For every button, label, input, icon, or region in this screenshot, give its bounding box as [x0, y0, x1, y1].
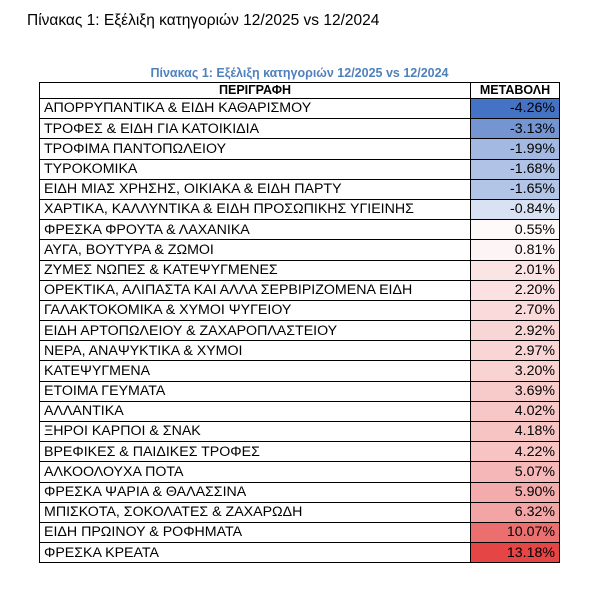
table-row: [40, 139, 560, 159]
change-value: 5.07%: [471, 462, 560, 482]
category-name: ΒΡΕΦΙΚΕΣ & ΠΑΙΔΙΚΕΣ ΤΡΟΦΕΣ: [40, 442, 471, 462]
category-name: ΑΥΓΑ, ΒΟΥΤΥΡΑ & ΖΩΜΟΙ: [40, 240, 471, 260]
change-value: 3.69%: [471, 381, 560, 401]
category-name: ΚΑΤΕΨΥΓΜΕΝΑ: [40, 361, 471, 381]
category-name: ΟΡΕΚΤΙΚΑ, ΑΛΙΠΑΣΤΑ ΚΑΙ ΑΛΛΑ ΣΕΡΒΙΡΙΖΟΜΕΝΑ ΕΙΔΗ: [40, 280, 471, 300]
category-name: ΜΠΙΣΚΟΤΑ, ΣΟΚΟΛΑΤΕΣ & ΖΑΧΑΡΩΔΗ: [40, 502, 471, 522]
category-name: ΝΕΡΑ, ΑΝΑΨΥΚΤΙΚΑ & ΧΥΜΟΙ: [40, 341, 471, 361]
table-row: [40, 422, 560, 442]
category-name: ΧΑΡΤΙΚΑ, ΚΑΛΛΥΝΤΙΚΑ & ΕΙΔΗ ΠΡΟΣΩΠΙΚΗΣ ΥΓΙΕΙΝΗΣ: [40, 199, 471, 219]
change-value: -1.68%: [471, 159, 560, 179]
change-value: 13.18%: [471, 543, 560, 563]
change-value: 4.22%: [471, 442, 560, 462]
column-header-change: ΜΕΤΑΒΟΛΗ: [471, 83, 560, 99]
category-name: ΕΤΟΙΜΑ ΓΕΥΜΑΤΑ: [40, 381, 471, 401]
table-row: [40, 99, 560, 119]
table-row: [40, 482, 560, 502]
category-name: ΦΡΕΣΚΑ ΚΡΕΑΤΑ: [40, 543, 471, 563]
category-name: ΑΠΟΡΡΥΠΑΝΤΙΚΑ & ΕΙΔΗ ΚΑΘΑΡΙΣΜΟΥ: [40, 99, 471, 119]
table-row: [40, 442, 560, 462]
change-value: 0.81%: [471, 240, 560, 260]
change-value: 4.02%: [471, 401, 560, 421]
table-row: [40, 522, 560, 542]
change-value: -3.13%: [471, 119, 560, 139]
table-row: [40, 543, 560, 563]
category-name: ΕΙΔΗ ΑΡΤΟΠΩΛΕΙΟΥ & ΖΑΧΑΡΟΠΛΑΣΤΕΙΟΥ: [40, 321, 471, 341]
category-name: ΖΥΜΕΣ ΝΩΠΕΣ & ΚΑΤΕΨΥΓΜΕΝΕΣ: [40, 260, 471, 280]
document-heading: Πίνακας 1: Εξέλιξη κατηγοριών 12/2025 vs 12/2024: [27, 12, 380, 29]
table-row: [40, 159, 560, 179]
table-row: [40, 462, 560, 482]
table-header-row: [40, 83, 560, 99]
table-row: [40, 321, 560, 341]
change-value: 2.20%: [471, 280, 560, 300]
change-value: -1.65%: [471, 179, 560, 199]
category-name: ΑΛΚΟΟΛΟΥΧΑ ΠΟΤΑ: [40, 462, 471, 482]
change-value: 5.90%: [471, 482, 560, 502]
category-name: ΤΥΡΟΚΟΜΙΚΑ: [40, 159, 471, 179]
category-name: ΑΛΛΑΝΤΙΚΑ: [40, 401, 471, 421]
table-row: [40, 199, 560, 219]
table-row: [40, 401, 560, 421]
change-value: 10.07%: [471, 522, 560, 542]
table-row: [40, 361, 560, 381]
change-value: -0.84%: [471, 199, 560, 219]
category-name: ΦΡΕΣΚΑ ΦΡΟΥΤΑ & ΛΑΧΑΝΙΚΑ: [40, 220, 471, 240]
change-value: 2.97%: [471, 341, 560, 361]
table-row: [40, 260, 560, 280]
change-value: 3.20%: [471, 361, 560, 381]
category-name: ΞΗΡΟΙ ΚΑΡΠΟΙ & ΣΝΑΚ: [40, 422, 471, 442]
table-caption: Πίνακας 1: Εξέλιξη κατηγοριών 12/2025 vs 12/2024: [150, 66, 449, 80]
table-body: [40, 99, 560, 563]
table-row: [40, 341, 560, 361]
change-value: 2.01%: [471, 260, 560, 280]
table-row: [40, 220, 560, 240]
change-value: -1.99%: [471, 139, 560, 159]
column-header-description: ΠΕΡΙΓΡΑΦΗ: [40, 83, 471, 99]
change-value: 4.18%: [471, 422, 560, 442]
category-name: ΤΡΟΦΙΜΑ ΠΑΝΤΟΠΩΛΕΙΟΥ: [40, 139, 471, 159]
change-value: 2.70%: [471, 300, 560, 320]
change-value: 2.92%: [471, 321, 560, 341]
table-row: [40, 280, 560, 300]
table-row: [40, 240, 560, 260]
category-name: ΦΡΕΣΚΑ ΨΑΡΙΑ & ΘΑΛΑΣΣΙΝΑ: [40, 482, 471, 502]
table-row: [40, 502, 560, 522]
table-row: [40, 381, 560, 401]
change-value: -4.26%: [471, 99, 560, 119]
category-name: ΓΑΛΑΚΤΟΚΟΜΙΚΑ & ΧΥΜΟΙ ΨΥΓΕΙΟΥ: [40, 300, 471, 320]
category-name: ΕΙΔΗ ΜΙΑΣ ΧΡΗΣΗΣ, ΟΙΚΙΑΚΑ & ΕΙΔΗ ΠΑΡΤΥ: [40, 179, 471, 199]
change-value: 0.55%: [471, 220, 560, 240]
change-value: 6.32%: [471, 502, 560, 522]
category-change-table: [39, 82, 560, 563]
table-row: [40, 300, 560, 320]
category-name: ΤΡΟΦΕΣ & ΕΙΔΗ ΓΙΑ ΚΑΤΟΙΚΙΔΙΑ: [40, 119, 471, 139]
table-row: [40, 179, 560, 199]
table-row: [40, 119, 560, 139]
category-name: ΕΙΔΗ ΠΡΩΙΝΟΥ & ΡΟΦΗΜΑΤΑ: [40, 522, 471, 542]
